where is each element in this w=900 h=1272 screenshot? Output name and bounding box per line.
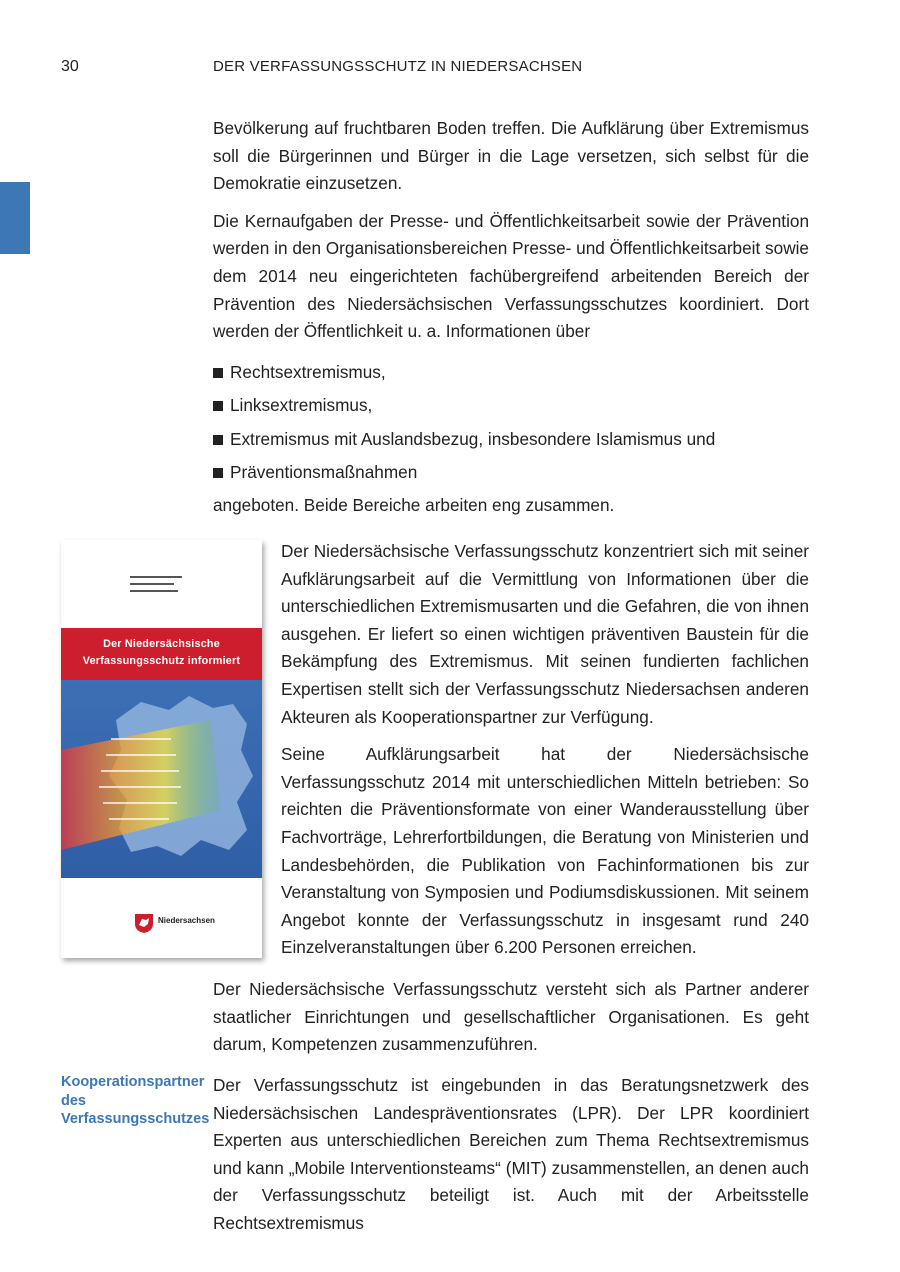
text-block-top: [213, 115, 809, 529]
brochure-header: [61, 540, 262, 628]
text-block-right: [281, 538, 809, 972]
list-item: Extremismus mit Auslandsbezug, insbesondere Islamismus und: [213, 423, 809, 457]
paragraph: Seine Aufklärungsarbeit hat der Niedersächsische Verfassungsschutz 2014 mit unterschiedlichen Mitteln betrieben: So reichten die Präventionsformate von einer Wanderausstellung über Fachvorträge, Lehrerfortbildungen, die Beratung von Ministerien und Landesbehörden, die Publikation von Fachinformationen bis zur Veranstaltung von Symposien und Podiumsdiskussionen. Mit seinem Angebot konnte der Verfassungsschutz in insgesamt rund 240 Einzelveranstaltungen über 6.200 Personen erreichen.: [281, 744, 809, 958]
brochure-footer: [61, 878, 262, 958]
list-item: Linksextremismus,: [213, 389, 809, 423]
running-head: DER VERFASSUNGSSCHUTZ IN NIEDERSACHSEN: [213, 58, 583, 75]
paragraph: Der Verfassungsschutz ist eingebunden in das Beratungsnetzwerk des Niedersächsischen Landespräventionsrates (LPR). Der LPR koordiniert Experten aus unterschiedlichen Bereichen zum Thema Rechtsextremismus und kann „Mobile Interventionsteams“ (MIT) zusammenstellen, an denen auch der Verfassungsschutz beteiligt ist. Auch mit der Arbeitsstelle Rechtsextremismus: [213, 1075, 809, 1233]
brochure-cover-image: [61, 540, 262, 958]
map-graphic: [61, 680, 262, 878]
brochure-title-band: [61, 628, 262, 680]
paragraph: angeboten. Beide Bereiche arbeiten eng zusammen.: [213, 494, 615, 515]
brochure-small-print: [61, 540, 262, 628]
logo-text: Niedersachsen: [158, 916, 215, 925]
list-item: Rechtsextremismus,: [213, 356, 809, 390]
text-block-partner: [213, 976, 809, 1069]
brochure-title-line2: Verfassungsschutz informiert: [82, 655, 241, 667]
paragraph: Der Niedersächsische Verfassungsschutz versteht sich als Partner anderer staatlicher Einrichtungen und gesellschaftlicher Organisationen. Es geht darum, Kompetenzen zusammenzuführen.: [213, 979, 809, 1055]
paragraph: Die Kernaufgaben der Presse- und Öffentlichkeitsarbeit sowie der Prävention werden in den Organisationsbereichen Presse- und Öffentlichkeitsarbeit sowie dem 2014 neu eingerichteten fachübergreifend arbeitenden Bereich der Prävention des Niedersächsischen Verfassungsschutzes koordiniert. Dort werden der Öffentlichkeit u. a. Informationen über: [213, 210, 809, 342]
brochure-title-line1: Der Niedersächsische: [103, 638, 220, 650]
bullet-list: [213, 356, 809, 490]
page-number: 30: [61, 58, 79, 75]
paragraph: Der Niedersächsische Verfassungsschutz konzentriert sich mit seiner Aufklärungsarbeit auf die Vermittlung von Informationen über die unterschiedlichen Extremismusarten und die Gefahren, die von ihnen ausgehen. Er liefert so einen wichtigen präventiven Baustein für die Bekämpfung des Extremismus. Mit seinen fundierten fachlichen Expertisen stellt sich der Verfassungsschutz Niedersachsen anderen Akteuren als Kooperationspartner zur Verfügung.: [281, 541, 809, 727]
list-item: Präventionsmaßnahmen: [213, 456, 809, 490]
margin-note: Kooperationspartner des Verfassungsschutzes: [61, 1074, 210, 1127]
brochure-map-area: [61, 680, 262, 878]
paragraph: Bevölkerung auf fruchtbaren Boden treffen. Die Aufklärung über Extremismus soll die Bürgerinnen und Bürger in die Lage versetzen, sich selbst für die Demokratie einzusetzen.: [213, 118, 809, 194]
text-block-bottom: [213, 1072, 809, 1248]
niedersachsen-logo-icon: [133, 912, 155, 934]
chapter-edge-tab: [0, 182, 30, 254]
